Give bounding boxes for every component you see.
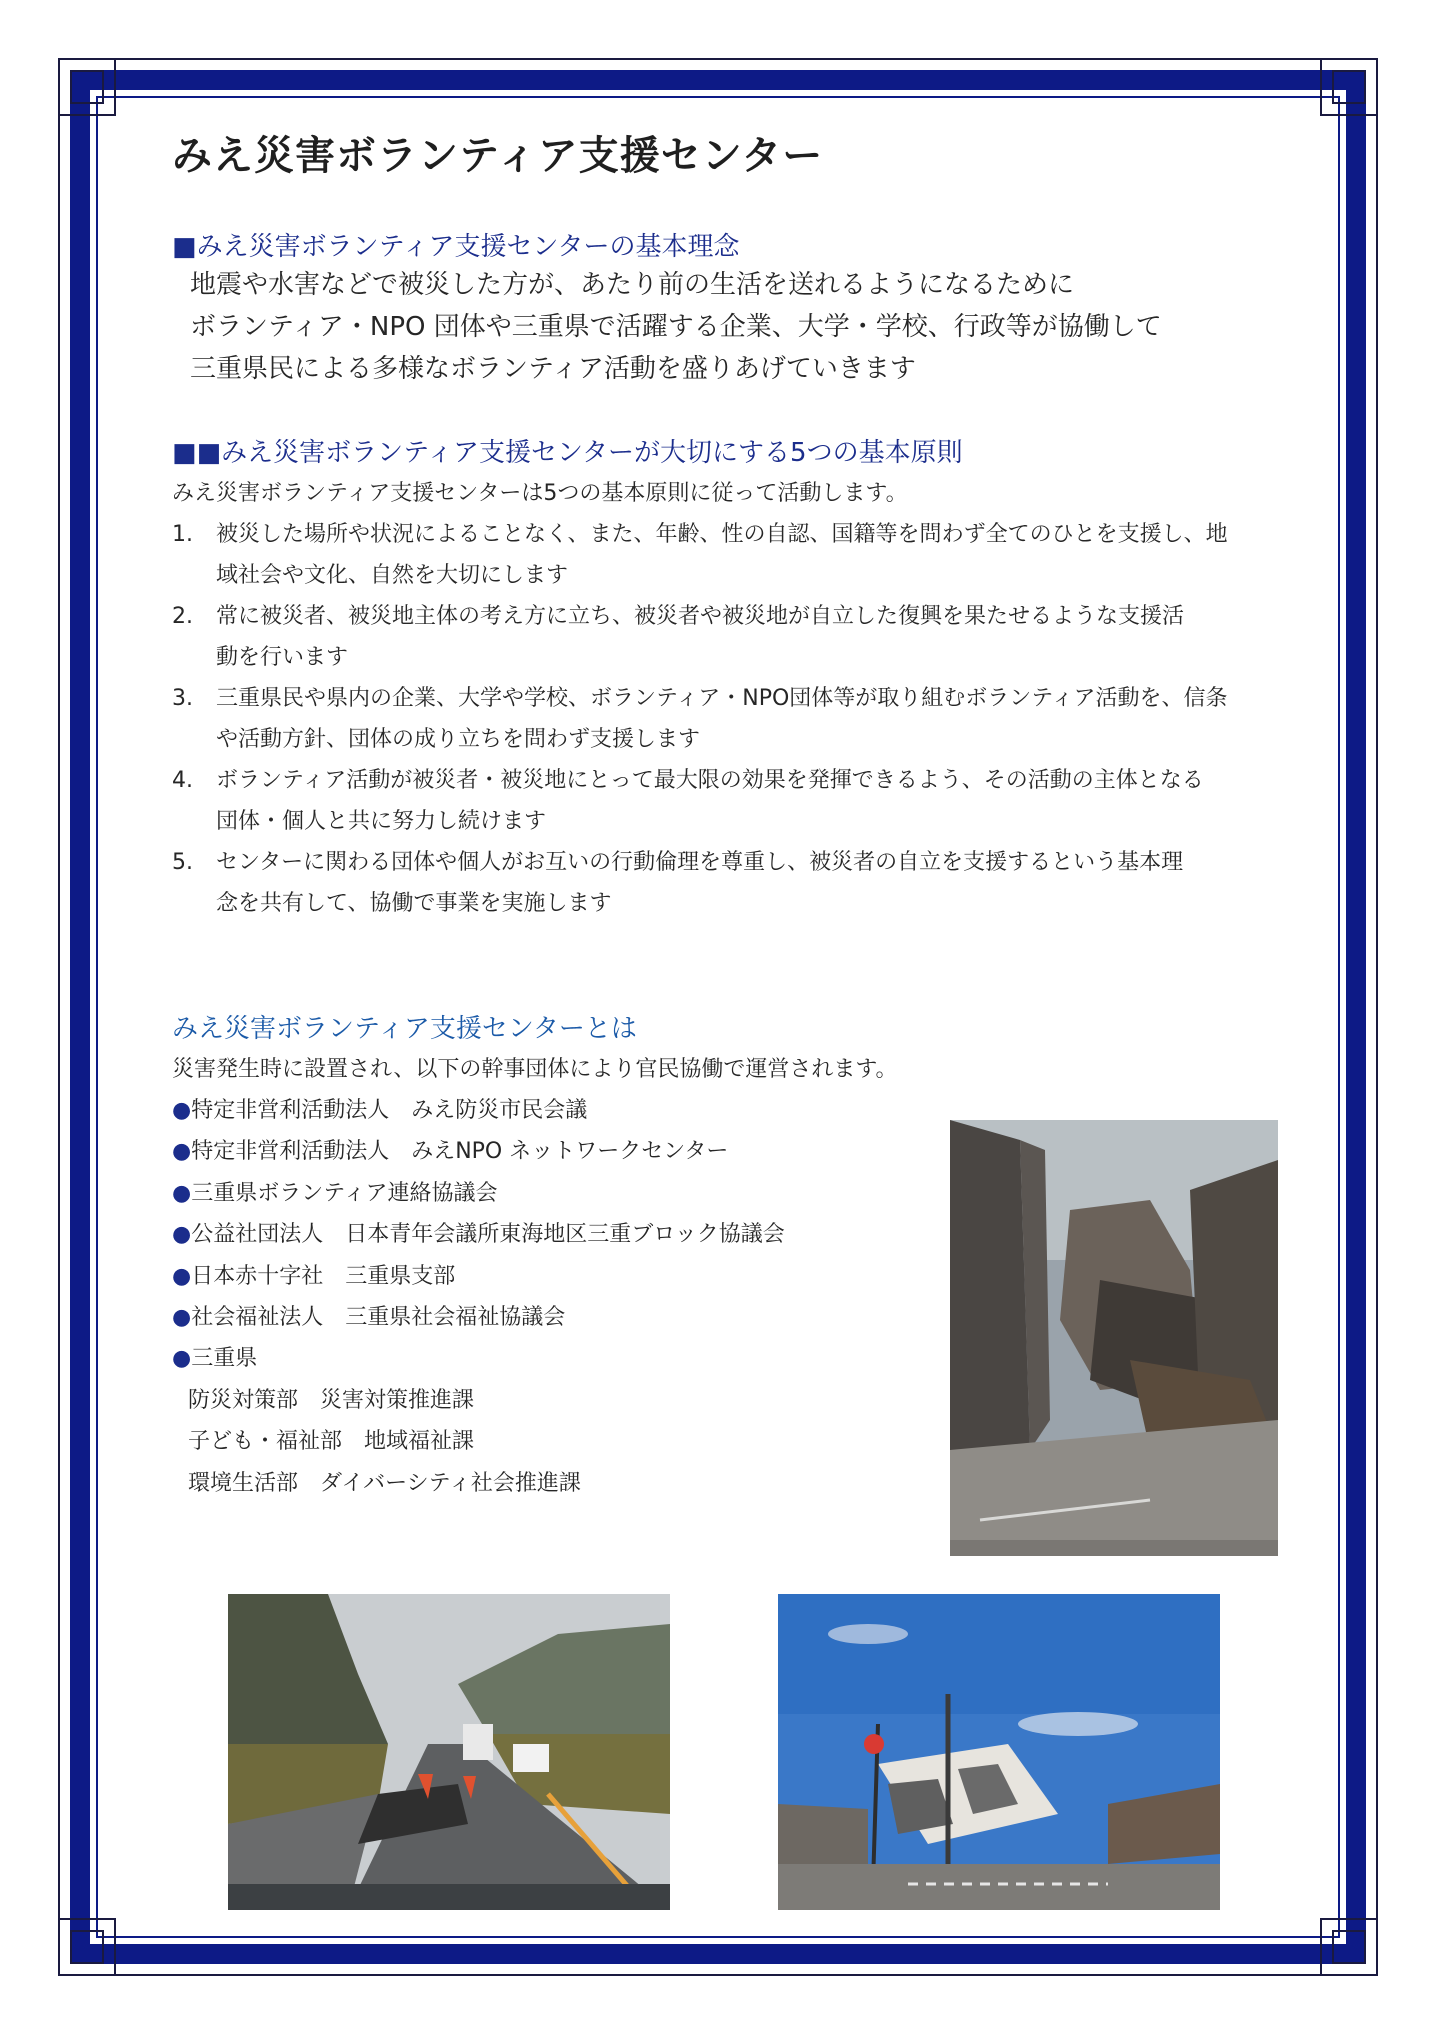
page-title: みえ災害ボランティア支援センター [172,133,824,179]
principle-item [172,596,1292,678]
bullet-icon: ● [172,1139,192,1165]
principle-text: 被災した場所や状況によることなく、また、年齢、性の自認、国籍等を問わず全てのひとを支援し、地 [216,522,1228,547]
philosophy-line: 三重県民による多様なボランティア活動を盛りあげていきます [190,354,916,384]
principle-number: 3. [172,686,193,711]
department-item: 環境生活部 ダイバーシティ社会推進課 [188,1470,581,1496]
philosophy-line: ボランティア・NPO 団体や三重県で活躍する企業、大学・学校、行政等が協働して [190,312,1162,342]
section-heading-philosophy [172,226,739,263]
section-heading-about: みえ災害ボランティア支援センターとは [172,1014,637,1044]
organization-name: 公益社団法人 日本青年会議所東海地区三重ブロック協議会 [191,1222,785,1248]
about-intro: 災害発生時に設置され、以下の幹事団体により官民協働で運営されます。 [172,1057,898,1082]
photo-toppled-building [778,1594,1220,1910]
organizations-list [172,1090,785,1380]
principle-text: 念を共有して、協働で事業を実施します [216,891,612,916]
bullet-icon: ● [172,1263,192,1289]
organization-name: 三重県ボランティア連絡協議会 [191,1180,498,1206]
organization-item [172,1297,785,1338]
principle-text: や活動方針、団体の成り立ちを問わず支援します [216,727,701,752]
principle-item [172,514,1292,596]
principle-number: 1. [172,522,193,547]
organization-name: 日本赤十字社 三重県支部 [191,1263,456,1289]
principle-text: 団体・個人と共に努力し続けます [216,809,547,834]
bullet-icon: ● [172,1346,192,1372]
organization-item [172,1173,785,1214]
prefecture-departments-list [188,1380,581,1504]
principle-item [172,678,1292,760]
organization-name: 三重県 [191,1346,258,1372]
organization-name: 特定非営利活動法人 みえNPO ネットワークセンター [191,1139,729,1165]
organization-item [172,1338,785,1379]
principle-text: ボランティア活動が被災者・被災地にとって最大限の効果を発揮できるよう、その活動の主体となる [216,768,1204,793]
philosophy-line: 地震や水害などで被災した方が、あたり前の生活を送れるようになるために [190,270,1075,300]
principle-text: センターに関わる団体や個人がお互いの行動倫理を尊重し、被災者の自立を支援するという基本理 [216,850,1184,875]
department-item: 子ども・福祉部 地域福祉課 [188,1429,475,1455]
photo-collapsed-houses [950,1120,1278,1556]
principle-number: 2. [172,604,193,629]
organization-name: 社会福祉法人 三重県社会福祉協議会 [191,1305,566,1331]
section-heading-principles [172,432,963,469]
square-marker-icon: ■■ [172,438,222,468]
section-heading-text: みえ災害ボランティア支援センターが大切にする5つの基本原則 [221,438,963,468]
organization-item [172,1131,785,1172]
organization-item [172,1090,785,1131]
corner-ornament-top-right [1320,58,1378,116]
organization-item [172,1214,785,1255]
principle-item [172,760,1292,842]
principle-text: 三重県民や県内の企業、大学や学校、ボランティア・NPO団体等が取り組むボランティア活動を、信条 [216,686,1228,711]
bullet-icon: ● [172,1305,192,1331]
principle-number: 4. [172,768,193,793]
principles-intro: みえ災害ボランティア支援センターは5つの基本原則に従って活動します。 [172,481,908,506]
principle-text: 常に被災者、被災地主体の考え方に立ち、被災者や被災地が自立した復興を果たせるような支援活 [216,604,1185,629]
square-marker-icon: ■ [172,232,197,262]
corner-ornament-top-left [58,58,116,116]
photo-damaged-road [228,1594,670,1910]
bullet-icon: ● [172,1222,192,1248]
bullet-icon: ● [172,1180,192,1206]
corner-ornament-bottom-right [1320,1918,1378,1976]
organization-item [172,1256,785,1297]
philosophy-paragraph [190,264,1162,390]
section-heading-text: みえ災害ボランティア支援センターの基本理念 [196,232,740,262]
principles-list [172,514,1292,924]
principle-number: 5. [172,850,193,875]
principle-text: 域社会や文化、自然を大切にします [216,563,569,588]
principle-text: 動を行います [216,645,349,670]
organization-name: 特定非営利活動法人 みえ防災市民会議 [191,1098,588,1123]
bullet-icon: ● [172,1098,192,1123]
corner-ornament-bottom-left [58,1918,116,1976]
principle-item [172,842,1292,924]
department-item: 防災対策部 災害対策推進課 [188,1388,475,1413]
